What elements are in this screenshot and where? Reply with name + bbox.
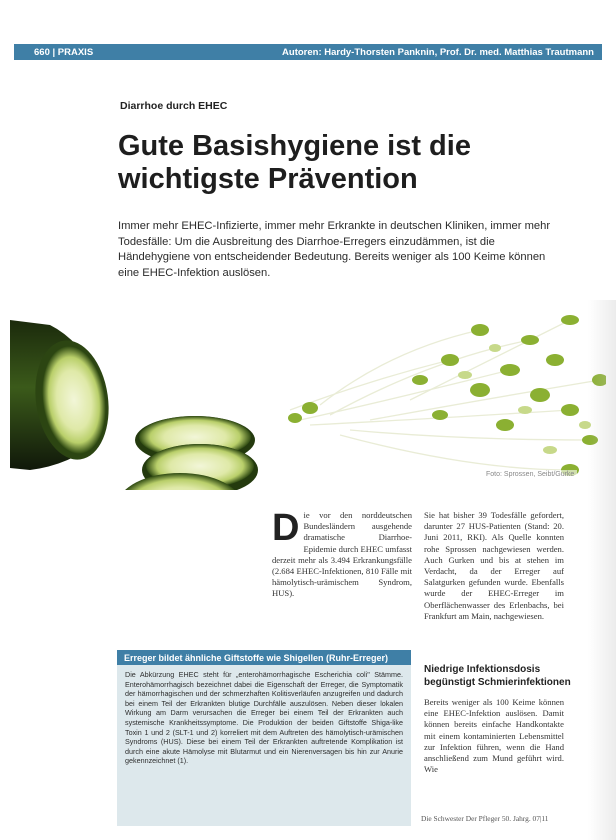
author-line: Autoren: Hardy-Thorsten Panknin, Prof. Dr. med. Matthias Trautmann	[282, 46, 594, 58]
photo-illustration	[10, 300, 606, 490]
body-column-3: Bereits weniger als 100 Keime können eine EHEC-Infektion auslösen. Damit können bereits einfache Handkontakte mit einem kontaminierten Lebensmittel zur Infektion führen, wenn die Hand anschließend zum Mund geführt wird. Wie	[424, 697, 564, 775]
drop-cap: D	[272, 507, 300, 549]
body-text-1: ie vor den norddeutschen Bundesländern ausgehende dramatische Diarrhoe-Epidemie durch EHEC umfasst derzeit mehr als 3.494 Erkrankungsfälle (2.684 EHEC-Infektionen, 810 Fälle mit hämolytisch-urämischem Syndrom, HUS).	[272, 510, 412, 599]
article-kicker: Diarrhoe durch EHEC	[120, 100, 228, 112]
article-intro: Immer mehr EHEC-Infizierte, immer mehr Erkrankte in deutschen Kliniken, immer mehr Todesfälle: Um die Ausbreitung des Diarrhoe-Erregers einzudämmen, ist die Händehygiene von entscheidender Bedeutung. Bereits weniger als 100 Keime können eine EHEC-Infektion auslösen.	[118, 220, 551, 279]
body-column-1	[272, 507, 412, 600]
photo-credit: Foto: Sprossen, Seibt/Gurke	[483, 470, 577, 479]
cucumber-sprouts-photo	[10, 300, 606, 490]
page-edge-shadow	[588, 300, 616, 840]
info-box-text: Die Abkürzung EHEC steht für „enterohämorrhagische Escherichia coli" Stämme. Enterohämorrhagisch bezeichnet dabei die Eigenschaft der Erreger, die Symptomatik der hämorrhagischen und der schmerzhaften Kolitisverläufen anzugreifen und dadurch bei einem Teil der Erkrankten blutige Durchfälle auszulösen. Neben dieser lokalen Wirkung am Darm verursachen die Erreger bei einem Teil der Erkrankten auch systemische Krankheitssymptome. Die Produktion der beiden Giftstoffe Shiga-like Toxin 1 und 2 (SLT-1 und 2) korreliert mit dem Auftreten des hämolytisch-urämischen Syndroms (HUS). Diese bei einem Teil der Erkrankten auftretende Komplikation ist durch eine akute Hämolyse mit Blutarmut und ein Nierenversagen bis hin zur Anurie gekennzeichnet (1).	[125, 670, 403, 766]
article-headline: Gute Basishygiene ist die wichtigste Prävention	[118, 130, 471, 195]
info-box-title: Erreger bildet ähnliche Giftstoffe wie Shigellen (Ruhr-Erreger)	[117, 650, 411, 665]
section-subheading: Niedrige Infektionsdosis begünstigt Schmierinfektionen	[424, 664, 571, 688]
body-column-2: Sie hat bisher 39 Todesfälle gefordert, darunter 27 HUS-Patienten (Stand: 20. Juni 2011, RKI). Als Quelle konnten rohe Sprossen nachgewiesen werden. Auch Gurken und bis at stehen im Verdacht, da der Erreger auf Salatgurken gefunden wurde. Ebenfalls wurde der EHEC-Erreger im Oberflächenwasser des Erlenbachs, bei Frankfurt am Main, nachgewiesen.	[424, 510, 564, 621]
info-box	[117, 650, 411, 826]
header-bar	[14, 44, 602, 60]
section-label: 660 | PRAXIS	[34, 46, 94, 58]
page-footer: Die Schwester Der Pfleger 50. Jahrg. 07|11	[421, 814, 549, 823]
